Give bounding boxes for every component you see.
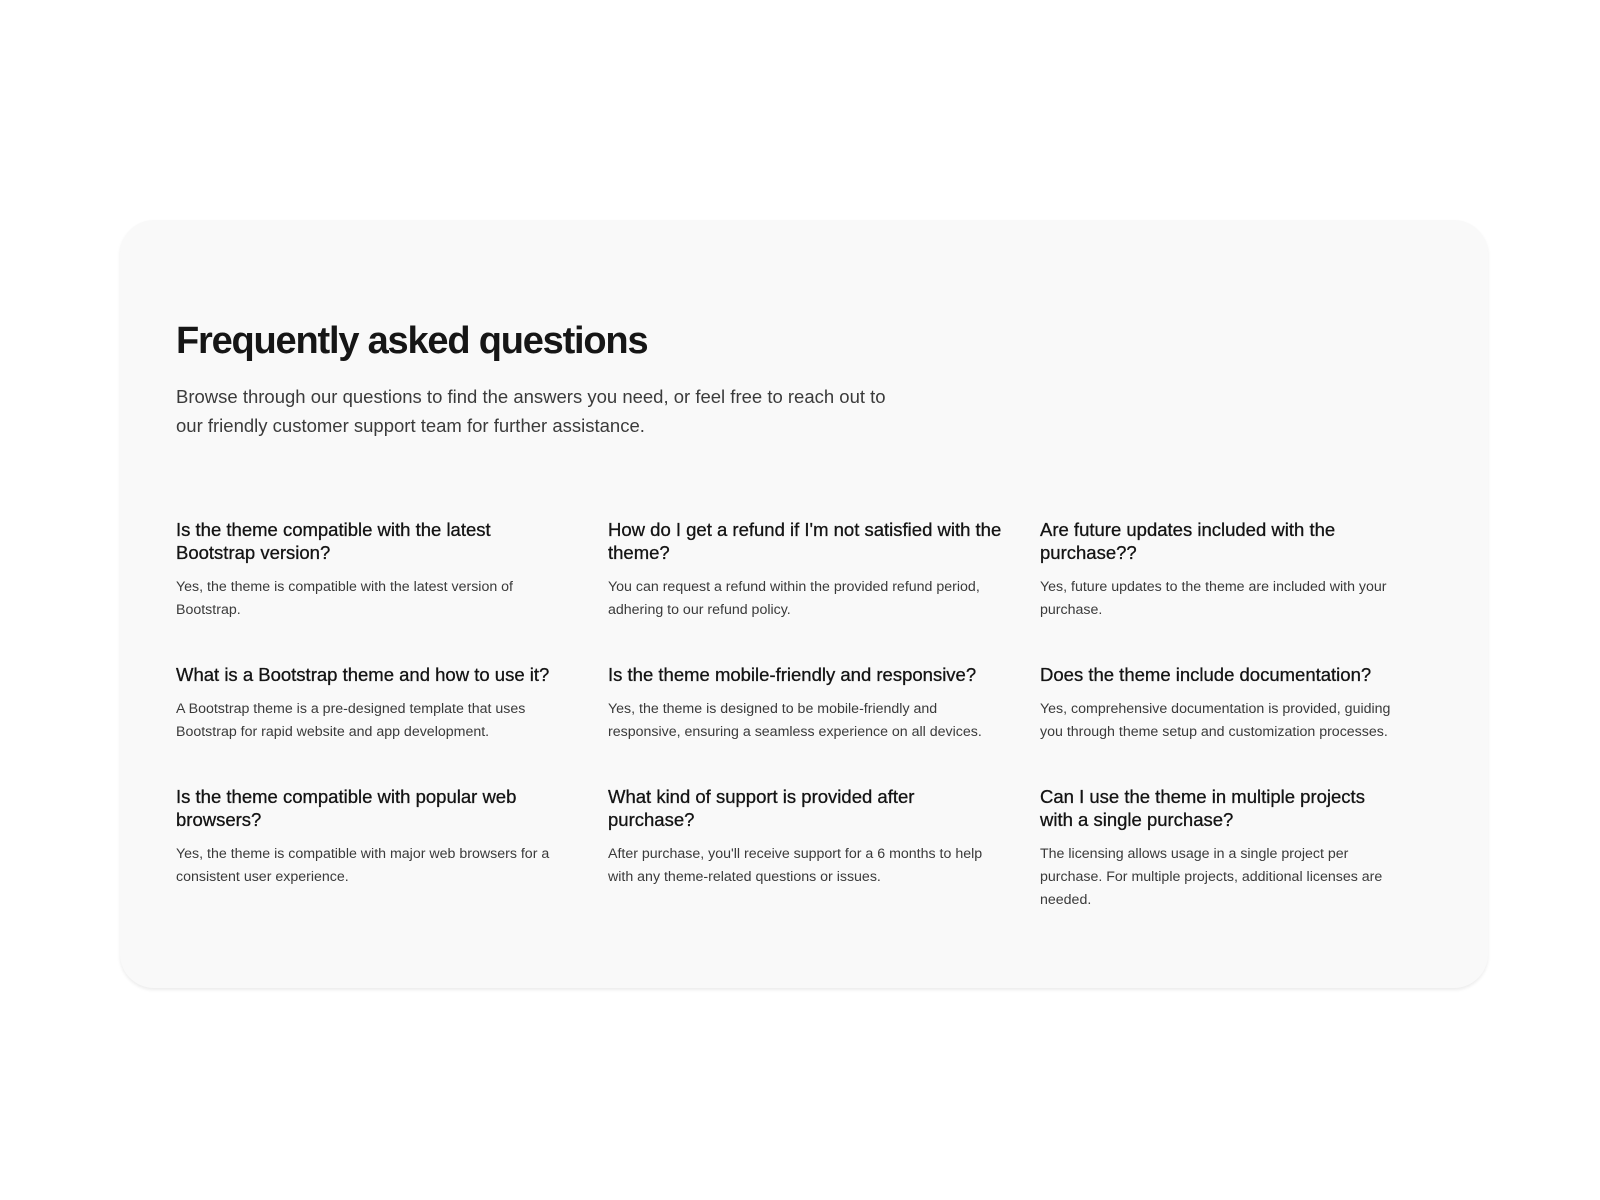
- faq-item: [176, 518, 608, 663]
- faq-item: [608, 518, 1040, 663]
- faq-item: [1040, 785, 1440, 935]
- faq-answer: The licensing allows usage in a single project per purchase. For multiple projects, additional licenses are needed.: [1040, 846, 1383, 908]
- faq-question: Is the theme mobile-friendly and responsive?: [608, 664, 977, 685]
- faq-item: [176, 785, 608, 935]
- faq-question: How do I get a refund if I'm not satisfied with the theme?: [608, 519, 1002, 563]
- faq-grid: [176, 518, 1432, 935]
- faq-question: Is the theme compatible with popular web browsers?: [176, 786, 517, 830]
- faq-question: What kind of support is provided after purchase?: [608, 786, 915, 830]
- faq-item: [1040, 663, 1440, 785]
- faq-answer: A Bootstrap theme is a pre-designed template that uses Bootstrap for rapid website and app development.: [176, 701, 526, 740]
- faq-question: Are future updates included with the purchase??: [1040, 519, 1336, 563]
- faq-answer: Yes, future updates to the theme are included with your purchase.: [1040, 579, 1387, 618]
- faq-answer: After purchase, you'll receive support for a 6 months to help with any theme-related questions or issues.: [608, 846, 983, 885]
- faq-question: Can I use the theme in multiple projects with a single purchase?: [1040, 786, 1365, 830]
- faq-answer: Yes, the theme is compatible with the latest version of Bootstrap.: [176, 579, 514, 618]
- faq-question: What is a Bootstrap theme and how to use it?: [176, 664, 550, 685]
- faq-intro: Browse through our questions to find the answers you need, or feel free to reach out to our friendly customer support team for further assistance.: [176, 386, 886, 436]
- faq-answer: Yes, comprehensive documentation is provided, guiding you through theme setup and customization processes.: [1040, 701, 1391, 740]
- faq-section: [120, 220, 1488, 988]
- faq-answer: Yes, the theme is compatible with major web browsers for a consistent user experience.: [176, 846, 550, 885]
- faq-answer: You can request a refund within the provided refund period, adhering to our refund policy.: [608, 579, 980, 618]
- faq-item: [608, 663, 1040, 785]
- faq-item: [176, 663, 608, 785]
- faq-item: [1040, 518, 1440, 663]
- faq-answer: Yes, the theme is designed to be mobile-friendly and responsive, ensuring a seamless experience on all devices.: [608, 701, 982, 740]
- faq-item: [608, 785, 1040, 935]
- faq-title: Frequently asked questions: [176, 320, 648, 362]
- faq-question: Is the theme compatible with the latest Bootstrap version?: [176, 519, 491, 563]
- faq-question: Does the theme include documentation?: [1040, 664, 1372, 685]
